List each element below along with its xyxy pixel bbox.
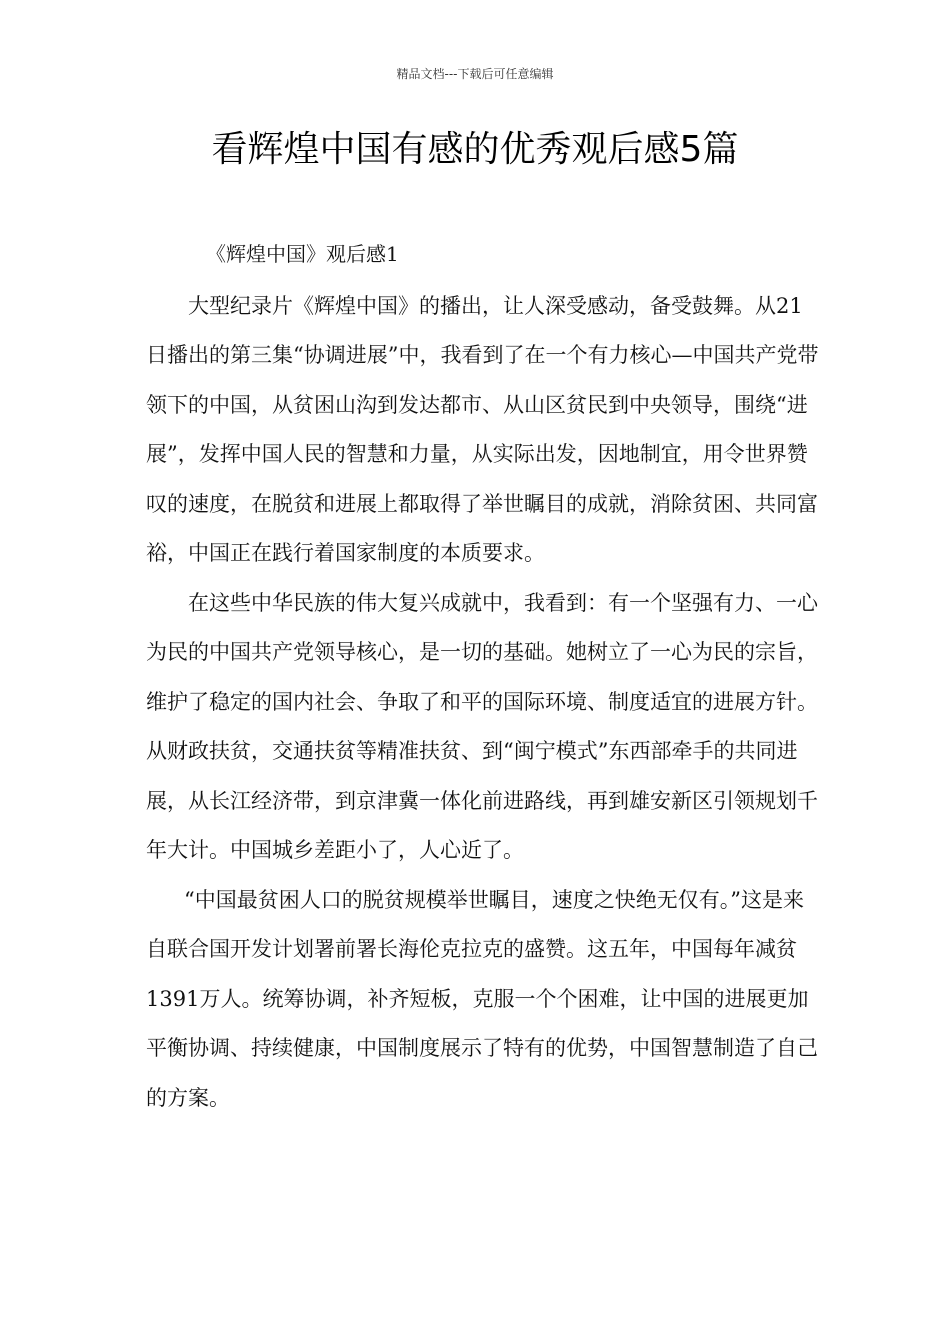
document-title: 看辉煌中国有感的优秀观后感5篇 [211,129,739,170]
document-body [146,230,822,1123]
paragraph-1: 大型纪录片《辉煌中国》的播出，让人深受感动，备受鼓舞。从21日播出的第三集“协调进展”中，我看到了在一个有力核心—中国共产党带领下的中国，从贫困山沟到发达都市、从山区贫民到中央领导，围绕“进展”，发挥中国人民的智慧和力量，从实际出发，因地制宜，用令世界赞叹的速度，在脱贫和进展上都取得了举世瞩目的成就，消除贫困、共同富裕，中国正在践行着国家制度的本质要求。 [146,293,819,565]
paragraph-2: 在这些中华民族的伟大复兴成就中，我看到：有一个坚强有力、一心为民的中国共产党领导核心，是一切的基础。她树立了一心为民的宗旨，维护了稳定的国内社会、争取了和平的国际环境、制度适宜的进展方针。从财政扶贫，交通扶贫等精准扶贫、到“闽宁模式”东西部牵手的共同进展，从长江经济带，到京津冀一体化前进路线，再到雄安新区引领规划千年大计。中国城乡差距小了，人心近了。 [146,590,818,862]
header-note: 精品文档---下载后可任意编辑 [396,67,554,81]
section-subheading: 《辉煌中国》观后感1 [206,242,399,266]
paragraph-3: “中国最贫困人口的脱贫规模举世瞩目，速度之快绝无仅有。”这是来自联合国开发计划署前署长海伦克拉克的盛赞。这五年，中国每年减贫1391万人。统筹协调，补齐短板，克服一个个困难，让中国的进展更加平衡协调、持续健康，中国制度展示了特有的优势，中国智慧制造了自己的方案。 [146,887,818,1110]
